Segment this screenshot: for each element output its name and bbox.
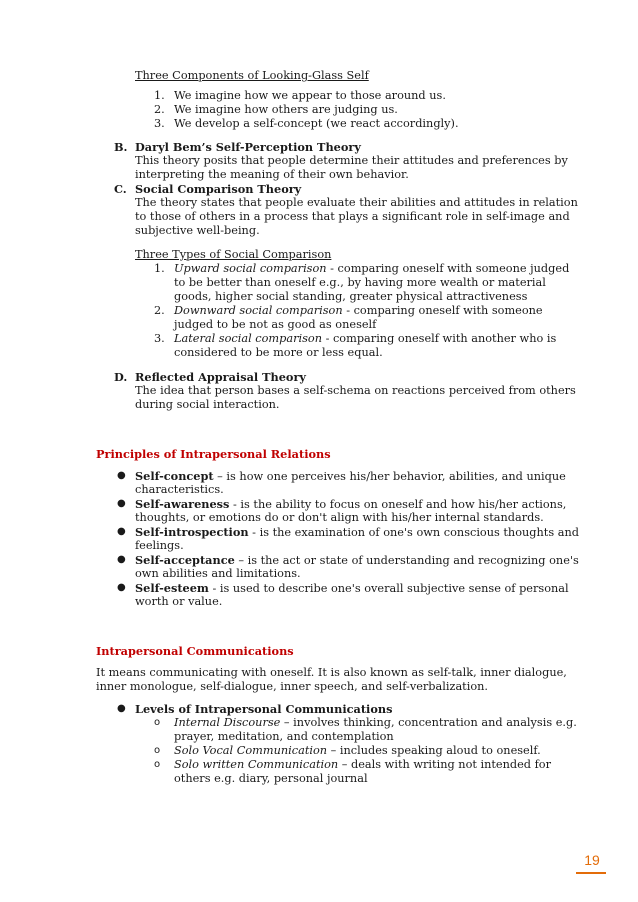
list-item-cont: feelings. bbox=[135, 539, 184, 552]
list-item: We imagine how we appear to those around us. bbox=[174, 89, 446, 102]
bullet-icon: ● bbox=[117, 582, 126, 593]
list-item: Internal Discourse – involves thinking, concentration and analysis e.g. bbox=[174, 716, 577, 729]
list-item-cont: thoughts, or emotions do or don't align with his/her internal standards. bbox=[135, 511, 544, 524]
section-letter: B. bbox=[114, 140, 128, 154]
paragraph-line: This theory posits that people determine their attitudes and preferences by bbox=[135, 154, 568, 167]
list-item-cont: characteristics. bbox=[135, 483, 224, 496]
section-title: Daryl Bem’s Self-Perception Theory bbox=[135, 140, 361, 154]
list-item: Downward social comparison - comparing oneself with someone bbox=[174, 304, 543, 317]
list-item: Upward social comparison - comparing oneself with someone judged bbox=[174, 262, 570, 275]
bullet-icon: ● bbox=[117, 498, 126, 509]
list-item: Solo Vocal Communication – includes speaking aloud to oneself. bbox=[174, 744, 541, 757]
circle-bullet-icon: o bbox=[154, 745, 161, 756]
section-letter: C. bbox=[114, 182, 127, 196]
list-item-cont: goods, higher social standing, greater physical attractiveness bbox=[174, 290, 528, 303]
levels-title: Levels of Intrapersonal Communications bbox=[135, 702, 393, 716]
list-number: 1. bbox=[154, 89, 165, 102]
section-letter: D. bbox=[114, 370, 128, 384]
page-number-underline bbox=[576, 872, 606, 874]
list-item-cont: considered to be more or less equal. bbox=[174, 346, 383, 359]
list-item: We develop a self-concept (we react accordingly). bbox=[174, 117, 459, 130]
circle-bullet-icon: o bbox=[154, 759, 161, 770]
paragraph-line: to those of others in a process that plays a significant role in self-image and bbox=[135, 210, 570, 223]
list-number: 2. bbox=[154, 304, 165, 317]
list-number: 3. bbox=[154, 117, 165, 130]
page-number: 19 bbox=[584, 852, 600, 868]
list-item: Solo written Communication – deals with writing not intended for bbox=[174, 758, 552, 771]
list-item: Self-awareness - is the ability to focus on oneself and how his/her actions, bbox=[135, 497, 567, 511]
paragraph-line: during social interaction. bbox=[135, 398, 280, 411]
list-item: Self-acceptance – is the act or state of understanding and recognizing one's bbox=[135, 553, 579, 567]
ic-heading: Intrapersonal Communications bbox=[96, 644, 294, 658]
list-item: Self-introspection - is the examination of one's own conscious thoughts and bbox=[135, 525, 579, 539]
list-item-cont: worth or value. bbox=[135, 595, 223, 608]
list-number: 1. bbox=[154, 262, 165, 275]
bullet-icon: ● bbox=[117, 470, 126, 481]
section-title: Social Comparison Theory bbox=[135, 182, 302, 196]
principles-heading: Principles of Intrapersonal Relations bbox=[96, 447, 331, 461]
paragraph-line: It means communicating with oneself. It is also known as self-talk, inner dialogue, bbox=[96, 666, 567, 679]
list-number: 3. bbox=[154, 332, 165, 345]
bullet-icon: ● bbox=[117, 554, 126, 565]
list-item: We imagine how others are judging us. bbox=[174, 103, 398, 116]
paragraph-line: The theory states that people evaluate their abilities and attitudes in relation bbox=[135, 196, 578, 209]
paragraph-line: inner monologue, self-dialogue, inner speech, and self-verbalization. bbox=[96, 680, 488, 693]
bullet-icon: ● bbox=[117, 526, 126, 537]
lgs-heading: Three Components of Looking-Glass Self bbox=[135, 69, 369, 82]
paragraph-line: interpreting the meaning of their own behavior. bbox=[135, 168, 409, 181]
list-item: Lateral social comparison - comparing oneself with another who is bbox=[174, 332, 557, 345]
list-item-cont: others e.g. diary, personal journal bbox=[174, 772, 368, 785]
section-title: Reflected Appraisal Theory bbox=[135, 370, 306, 384]
paragraph-line: subjective well-being. bbox=[135, 224, 260, 237]
list-item: Self-esteem - is used to describe one's overall subjective sense of personal bbox=[135, 581, 569, 595]
tsc-heading: Three Types of Social Comparison bbox=[135, 248, 332, 261]
list-item-cont: to be better than oneself e.g., by having more wealth or material bbox=[174, 276, 546, 289]
list-item: Self-concept – is how one perceives his/her behavior, abilities, and unique bbox=[135, 469, 566, 483]
bullet-icon: ● bbox=[117, 703, 126, 714]
list-number: 2. bbox=[154, 103, 165, 116]
circle-bullet-icon: o bbox=[154, 717, 161, 728]
list-item-cont: prayer, meditation, and contemplation bbox=[174, 730, 394, 743]
paragraph-line: The idea that person bases a self-schema on reactions perceived from others bbox=[135, 384, 576, 397]
list-item-cont: own abilities and limitations. bbox=[135, 567, 301, 580]
list-item-cont: judged to be not as good as oneself bbox=[174, 318, 377, 331]
